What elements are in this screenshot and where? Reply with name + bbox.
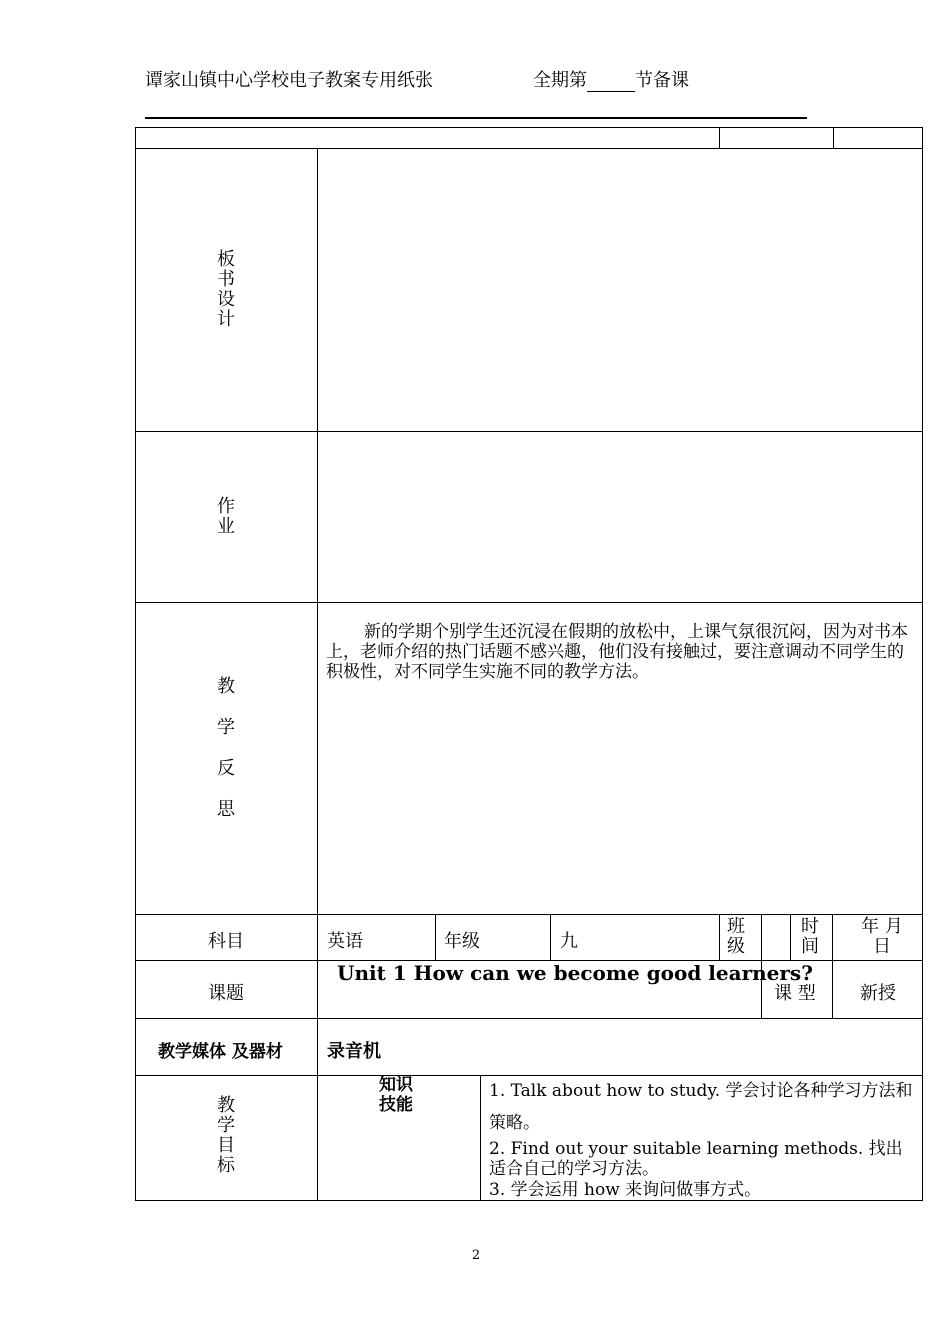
- col-divider: [480, 1075, 481, 1200]
- subject-value: 英语: [327, 931, 363, 952]
- date-label: 年 月 日: [861, 916, 903, 957]
- school-header: 谭家山镇中心学校电子教案专用纸张: [145, 70, 433, 91]
- col-divider: [790, 914, 791, 960]
- col-divider: [317, 148, 318, 1200]
- row-divider: [135, 914, 923, 915]
- col-divider: [833, 127, 834, 148]
- knowledge-label: 知识技能: [379, 1075, 413, 1115]
- row-divider: [135, 1018, 923, 1019]
- goal-item-2: 2. Find out your suitable learning methods. 找出适合自己的学习方法。: [489, 1139, 903, 1179]
- reflection-label-1: 教: [217, 676, 235, 697]
- topic-value: Unit 1 How can we become good learners?: [337, 961, 813, 985]
- goal-item-3: 3. 学会运用 how 来询问做事方式。: [489, 1180, 762, 1200]
- col-divider: [832, 914, 833, 1018]
- row-divider: [135, 148, 923, 149]
- period-suffix: 节备课: [635, 70, 689, 91]
- topic-label: 课题: [208, 983, 244, 1004]
- period-prefix: 全期第: [533, 70, 587, 91]
- header-rule: [145, 117, 807, 119]
- reflection-label-4: 思: [217, 799, 235, 820]
- subject-label: 科目: [208, 931, 244, 952]
- reflection-text: 新的学期个别学生还沉浸在假期的放松中，上课气氛很沉闷，因为对书本上，老师介绍的热门话题不感兴趣，他们没有接触过，要注意调动不同学生的积极性，对不同学生实施不同的教学方法。: [326, 622, 908, 682]
- col-divider: [719, 914, 720, 960]
- row-divider: [135, 602, 923, 603]
- type-label: 课 型: [774, 983, 816, 1004]
- board-design-label: 板书设计: [217, 249, 235, 330]
- col-divider: [719, 127, 720, 148]
- reflection-label-3: 反: [217, 758, 235, 779]
- period-blank: [587, 73, 635, 92]
- class-label: 班级: [727, 916, 745, 957]
- grade-label: 年级: [444, 931, 480, 952]
- goals-label: 教学目标: [217, 1095, 235, 1176]
- type-value: 新授: [860, 983, 896, 1004]
- reflection-label-2: 学: [217, 717, 235, 738]
- row-divider: [135, 431, 923, 432]
- period-header: [533, 66, 689, 92]
- time-label: 时间: [801, 916, 819, 957]
- homework-label: 作业: [217, 496, 235, 537]
- col-divider: [550, 914, 551, 960]
- col-divider: [435, 914, 436, 960]
- page-number: 2: [471, 1248, 481, 1263]
- media-value: 录音机: [327, 1041, 381, 1062]
- grade-value: 九: [560, 931, 578, 952]
- media-label: 教学媒体 及器材: [158, 1042, 283, 1062]
- goal-item-1: 1. Talk about how to study. 学会讨论各种学习方法和策略。: [489, 1081, 913, 1133]
